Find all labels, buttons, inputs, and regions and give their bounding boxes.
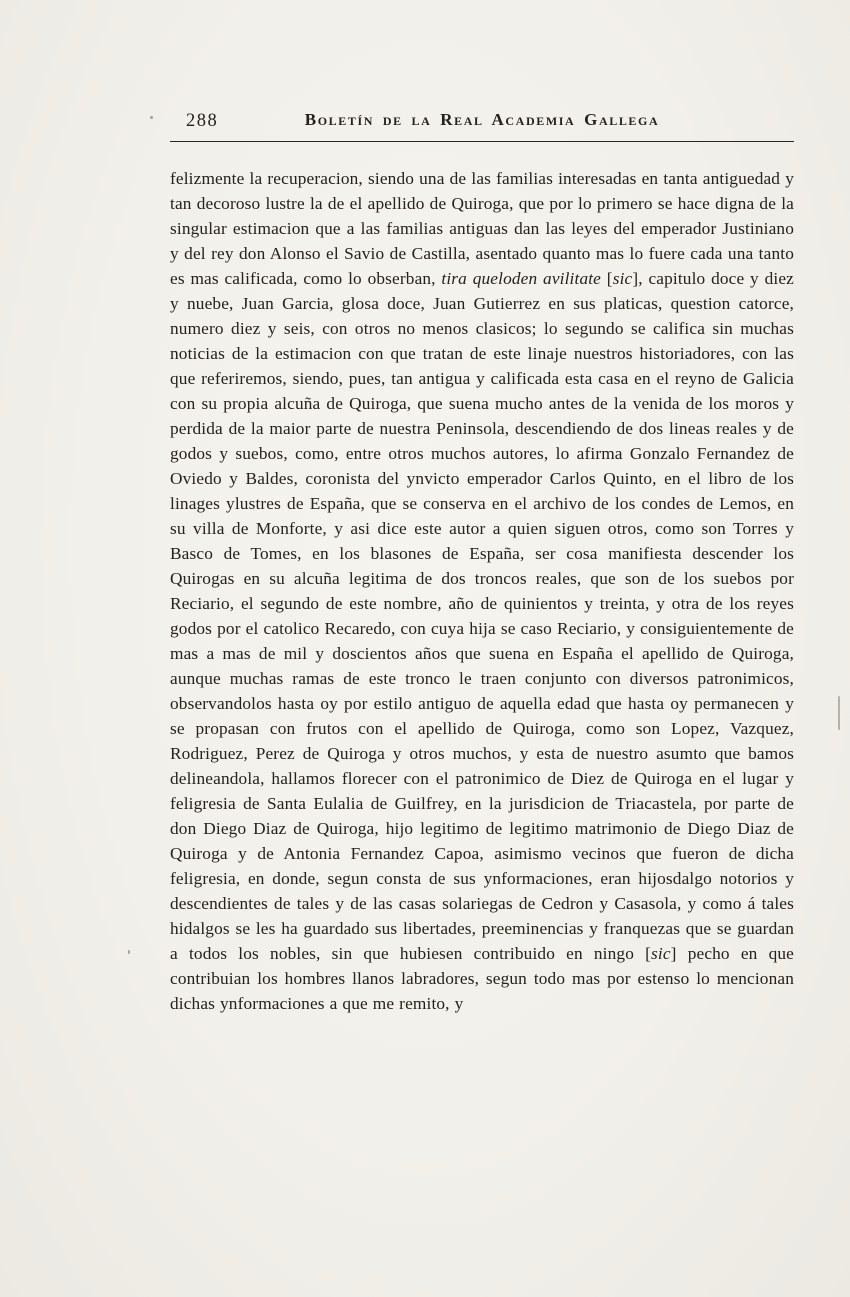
text-segment: [	[601, 269, 613, 288]
scan-speck	[838, 696, 840, 730]
scan-speck	[150, 116, 153, 119]
header-rule	[170, 141, 794, 142]
text-column	[170, 110, 794, 1033]
text-segment: ], capitulo doce y diez y nuebe, Juan Garcia, glosa doce, Juan Gutierrez en sus platicas, question catorce, numero diez y seis, con otros no menos clasicos; lo segundo se califica sin muchas noticias de la estimacion con que tratan de este linaje nuestros historiadores, con las que referiremos, siendo, pues, tan antigua y calificada esta casa en el reyno de Galicia con su propia alcuña de Quiroga, que suena mucho antes de la venida de los moros y perdida de la maior parte de nuestra Peninsola, descendiendo de dos lineas reales y de godos y suebos, como, entre otros muchos autores, lo afirma Gonzalo Fernandez de Oviedo y Baldes, coronista del ynvicto emperador Carlos Quinto, en el libro de los linages ylustres de España, que se conserva en el archivo de los condes de Lemos, en su villa de Monforte, y asi dice este autor a quien siguen otros, como son Torres y Basco de Tomes, en los blasones de España, ser cosa manifiesta descender los Quirogas en su alcuña legitima de dos troncos reales, que son de los suebos por Reciario, el segundo de este nombre, año de quinientos y treinta, y otra de los reyes godos por el catolico Recaredo, con cuya hija se caso Reciario, y consiguientemente de mas a mas de mil y doscientos años que suena en España el apellido de Quiroga, aunque muchas ramas de este tronco le traen conjunto con diversos patronimicos, observandolos hasta oy por estilo antiguo de aquella edad que hasta oy permanecen y se propasan con frutos con el apellido de Quiroga, como son Lopez, Vazquez, Rodriguez, Perez de Quiroga y otros muchos, y esta de nuestro asumto que bamos delineandola, hallamos florecer con el patronimico de Diez de Quiroga en el lugar y feligresia de Santa Eulalia de Guilfrey, en la jurisdicion de Triacastela, por parte de don Diego Diaz de Quiroga, hijo legitimo de legitimo matrimonio de Diego Diaz de Quiroga y de Antonia Fernandez Capoa, asimismo vecinos que fueron de dicha feligresia, en donde, segun consta de sus ynformaciones, eran hijosdalgo notorios y descendientes de tales y de las casas solariegas de Cedron y Casasola, y como á tales hidalgos se les ha guardado sus libertades, preeminencias y franquezas que se guardan a todos los nobles, sin que hubiesen contribuido en ningo [	[170, 269, 794, 963]
page-number: 288	[186, 111, 219, 131]
text-segment-latin-phrase: tira queloden avilitate	[441, 269, 602, 288]
scan-speck	[128, 950, 130, 954]
text-segment: felizmente la recuperacion, siendo una de las familias interesadas en tanta antiguedad y tan decoroso lustre la de el apellido de Quiroga, que por lo primero se hace digna de la singular estimacion que a las familias antiguas dan las leyes del emperador Justiniano y del rey don Alonso el Savio de Castilla, asentado quanto mas lo fuere cada una tanto es mas calificada, como lo obserban,	[170, 169, 794, 288]
page-header	[170, 110, 794, 136]
text-segment: ] pecho en que contribuian los hombres llanos labradores, segun todo mas por estenso lo mencionan dichas ynformaciones a que me remito, y	[170, 944, 794, 1013]
text-segment-sic: sic	[612, 269, 633, 288]
text-segment-sic: sic	[651, 944, 671, 963]
body-paragraph	[170, 166, 794, 1016]
journal-title: Boletín de la Real Academia Gallega	[304, 110, 660, 129]
